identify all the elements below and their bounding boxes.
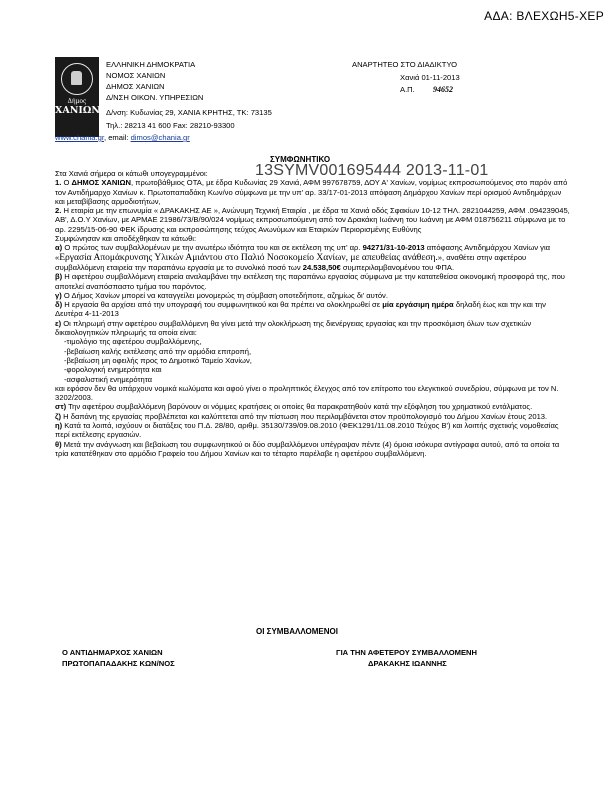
header-line-1: ΕΛΛΗΝΙΚΗ ΔΗΜΟΚΡΑΤΙΑ xyxy=(106,60,196,69)
list-item: -βεβαίωση μη οφειλής προς το Δημοτικό Ταμείο Χανίων, xyxy=(64,355,252,365)
website-link[interactable]: www.chania.gr xyxy=(55,133,104,142)
list-item: -φορολογική ενημερότητα και xyxy=(64,365,162,375)
signer-right-role: ΓΙΑ ΤΗΝ ΑΦΕΤΕΡΟΥ ΣΥΜΒΑΛΛΟΜΕΝΗ xyxy=(336,648,478,657)
header-contact xyxy=(55,133,190,142)
logo-line1: Δήμος xyxy=(67,98,87,105)
party-1: 1. Ο ΔΗΜΟΣ ΧΑΝΙΩΝ, πρωτοβάθμιος ΟΤΑ, με έδρα Κυδωνίας 29 Χανιά, ΑΦΜ 997678759, ΔΟΥ Α' Χανίων, νομίμως εκπροσωπούμενος στο παρόν από τον Αντιδήμαρχο Χανίων κ. Πρωτοπαπαδάκη Κων/νο σύμφωνα με την υπ' αρ. 33/17-01-2013 απόφαση Δημάρχου Χανίων περί ορισμού Αντιδημάρχων και μεταβίβασης αρμοδιοτήτων, xyxy=(55,178,568,206)
ap-label: Α.Π. xyxy=(400,85,415,94)
signer-left-name: ΠΡΩΤΟΠΑΠΑΔΑΚΗΣ ΚΩΝ/ΝΟΣ xyxy=(62,659,175,668)
header-phone: Τηλ.: 28213 41 600 Fax: 28210-93300 xyxy=(106,121,235,130)
clause-b: β) Η αφετέρου συμβαλλόμενη εταιρεία αναλαμβάνει την εκτέλεση της παραπάνω εργασίας σύμφωνα με την κατατεθείσα οικονομική προσφορά της, που αποτελεί αναπόσπαστο τμήμα του παρόντος. xyxy=(55,272,565,291)
clause-st: στ) Την αφετέρου συμβαλλόμενη βαρύνουν οι νόμιμες κρατήσεις οι οποίες θα παρακρατηθούν κατά την εξόφληση του χρηματικού εντάλματος. xyxy=(55,402,533,412)
header-line-2: ΝΟΜΟΣ ΧΑΝΙΩΝ xyxy=(106,71,166,80)
list-item: -ασφαλιστική ενημερότητα xyxy=(64,374,153,384)
agreed-line: Συμφώνησαν και αποδέχθηκαν τα κάτωθι: xyxy=(55,234,197,244)
document-body xyxy=(55,169,573,458)
ap-value: 94652 xyxy=(433,85,454,94)
list-item: -βεβαίωση καλής εκτέλεσης από την αρμόδια επιτροπή, xyxy=(64,346,252,356)
clause-e-after: και εφόσον δεν θα υπάρχουν νομικά κωλύματα και αφού γίνει ο προληπτικός έλεγχος από τον επίτροπο του ελεγκτικού συνεδρίου, σύμφωνα με τον Ν. 3202/2003. xyxy=(55,383,559,403)
protocol-stamp: 13SYMV001695444 2013-11-01 xyxy=(255,162,489,179)
publish-note: ΑΝΑΡΤΗΤΕΟ ΣΤΟ ΔΙΑΔΙΚΤΥΟ xyxy=(352,60,457,69)
header-line-3: ΔΗΜΟΣ ΧΑΝΙΩΝ xyxy=(106,82,165,91)
ada-code: ΑΔΑ: ΒΛΕΧΩΗ5-ΧΕΡ xyxy=(484,9,604,23)
clause-z: ζ) Η δαπάνη της εργασίας προβλέπεται και καλύπτεται από την πίστωση που περιλαμβάνεται στον προϋπολογισμό του Δήμου Χανίων έτους 2013. xyxy=(55,411,548,421)
clause-e: ε) Οι πληρωμή στην αφετέρου συμβαλλόμενη θα γίνει μετά την ολοκλήρωση της διενέργειας εργασίας και την προσκόμιση όλων των σχετικών δικαιολογητικών πληρωμής τα οποία είναι: xyxy=(55,318,532,338)
clause-c: γ) Ο Δήμος Χανίων μπορεί να καταγγείλει μονομερώς τη σύμβαση οποτεδήποτε, αζημίως δι' αυτόν. xyxy=(55,290,388,300)
clause-theta: θ) Μετά την ανάγνωση και βεβαίωση του συμφωνητικού οι δύο συμβαλλόμενοι υπέγραψαν πέντε (4) όμοια ισόκυρα αντίγραφα αυτού, από τα οποία τα τρία κατατέθηκαν στο αρμόδιο Γραφείο του Δήμου Χανίων και το τέταρτο παρέλαβε η αφετέρου συμβαλλόμενη. xyxy=(55,439,560,458)
clause-d: δ) Η εργασία θα αρχίσει από την υπογραφή του συμφωνητικού και θα πρέπει να ολοκληρωθεί σε μία εργάσιμη ημέρα δηλαδή έως και την και την Δευτέρα 4-11-2013 xyxy=(55,300,546,319)
email-label: , email: xyxy=(103,133,129,142)
header-address: Δ/νση: Κυδωνίας 29, ΧΑΝΙΑ ΚΡΗΤΗΣ, ΤΚ: 73135 xyxy=(106,108,272,117)
signers-title: ΟΙ ΣΥΜΒΑΛΛΟΜΕΝΟΙ xyxy=(256,627,338,636)
signer-right-name: ΔΡΑΚΑΚΗΣ ΙΩΑΝΝΗΣ xyxy=(368,659,447,668)
emblem-icon xyxy=(61,63,93,95)
document-title: ΣΥΜΦΩΝΗΤΙΚΟ xyxy=(270,155,331,164)
clause-eta: η) Κατά τα λοιπά, ισχύουν οι διατάξεις του Π.Δ. 28/80, αριθμ. 35130/739/09.08.2010 (ΦΕΚ1291/11.08.2010 Τεύχος Β') και λοιπής σχετικής νομοθεσίας περί εκτέλεσης εργασιών. xyxy=(55,421,559,440)
clause-a: α) Ο πρώτος των συμβαλλομένων με την ανωτέρω ιδιότητα του και σε εκτέλεση της υπ' αρ. 94271/31-10-2013 απόφασης Αντιδημάρχου Χανίων για «Εργασία Απομάκρυνσης Υλικών Αμιάντου στο Παλιό Νοσοκομείο Χανίων, με απευθείας ανάθεση.», αναθέτει στην αφετέρου συμβαλλόμενη εταιρεία την παραπάνω εργασία με το συνολικό ποσό των 24.538,50€ συμπεριλαμβανομένου του ΦΠΑ. xyxy=(55,243,551,272)
document-date: Χανιά 01-11-2013 xyxy=(400,73,460,82)
party-2: 2. Η εταιρία με την επωνυμία « ΔΡΑΚΑΚΗΣ ΑΕ », Ανώνυμη Τεχνική Εταιρία , με έδρα τα Χανιά οδός Σφακίων 10-12 ΤΗΛ. 2821044259, ΑΦΜ .094239045, ΑΒ', Δ.Ο.Υ Χανίων, με ΑΡΜΑΕ 21986/73/Β/90/024 νομίμως εκπροσωπούμενη από τον Δρακάκη Ιωάννη του Ιωάννη με ΑΦΜ 018756211 σύμφωνα με το αρ. 2295/15-06-90 ΦΕΚ ίδρυσης και εκπροσώπησης τεύχος Ανωνύμων και Εταιριών Περιορισμένης Ευθύνης xyxy=(55,206,570,234)
signer-left-role: Ο ΑΝΤΙΔΗΜΑΡΧΟΣ ΧΑΝΙΩΝ xyxy=(62,648,163,657)
intro-line: Στα Χανιά σήμερα οι κάτωθι υπογεγραμμένοι: xyxy=(55,169,208,178)
list-item: -τιμολόγιο της αφετέρου συμβαλλόμενης, xyxy=(64,337,202,347)
header-line-4: Δ/ΝΣΗ ΟΙΚΟΝ. ΥΠΗΡΕΣΙΩΝ xyxy=(106,93,204,102)
protocol-number xyxy=(400,85,453,94)
logo-line2: ΧΑΝΙΩΝ xyxy=(55,105,101,116)
email-link[interactable]: dimos@chania.gr xyxy=(130,133,190,142)
municipality-logo xyxy=(55,57,99,137)
